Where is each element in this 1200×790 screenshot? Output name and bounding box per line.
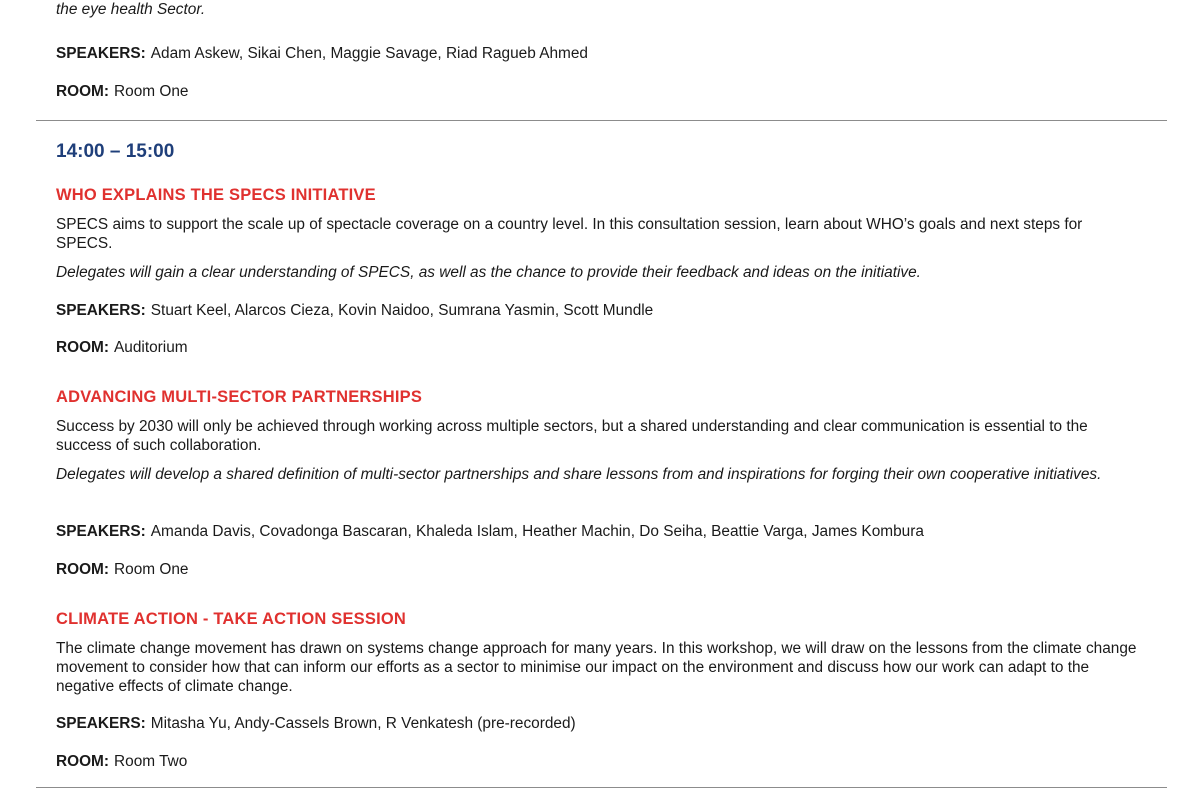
session-description: Success by 2030 will only be achieved through working across multiple sectors, but a shared understanding and clear communication is essential to the success of such collaboration.: [56, 418, 1088, 454]
room-label: ROOM:: [56, 339, 110, 356]
speakers-list: Amanda Davis, Covadonga Bascaran, Khaleda Islam, Heather Machin, Do Seiha, Beattie Varga, James Kombura: [150, 523, 924, 540]
session-title: WHO EXPLAINS THE SPECS INITIATIVE: [56, 186, 376, 204]
room-label: ROOM:: [56, 561, 110, 578]
speakers-label: SPEAKERS:: [56, 45, 146, 62]
previous-session-outcome: the eye health Sector.: [56, 1, 206, 18]
room-label: ROOM:: [56, 753, 110, 770]
session-title: CLIMATE ACTION - TAKE ACTION SESSION: [56, 610, 407, 628]
session-description: SPECS aims to support the scale up of spectacle coverage on a country level. In this consultation session, learn about WHO’s goals and next steps for SPECS.: [56, 216, 1083, 252]
speakers-label: SPEAKERS:: [56, 715, 146, 732]
room-name: Room Two: [114, 753, 188, 770]
speakers-label: SPEAKERS:: [56, 302, 146, 319]
speakers-list: Mitasha Yu, Andy-Cassels Brown, R Venkatesh (pre-recorded): [150, 715, 576, 732]
speakers-list: Adam Askew, Sikai Chen, Maggie Savage, Riad Ragueb Ahmed: [150, 45, 588, 62]
time-slot: 14:00 – 15:00: [56, 141, 175, 162]
session-room: [56, 560, 188, 579]
session-speakers: [56, 714, 576, 733]
room-name: Room One: [114, 561, 189, 578]
previous-session-speakers: [56, 44, 588, 63]
room-name: Auditorium: [114, 339, 188, 356]
session-outcome: Delegates will develop a shared definition of multi-sector partnerships and share lessons from and inspirations for forging their own cooperative initiatives.: [56, 466, 1102, 483]
previous-session-room: [56, 82, 188, 101]
room-name: Room One: [114, 83, 189, 100]
session-title: ADVANCING MULTI-SECTOR PARTNERSHIPS: [56, 388, 423, 406]
session-outcome: Delegates will gain a clear understanding of SPECS, as well as the chance to provide their feedback and ideas on the initiative.: [56, 264, 921, 281]
session-description: The climate change movement has drawn on systems change approach for many years. In this workshop, we will draw on the lessons from the climate change movement to consider how that can inform our efforts as a sector to minimise our impact on the environment and discuss how our work can adapt to the negative effects of climate change.: [56, 640, 1137, 695]
session-speakers: [56, 301, 653, 320]
session-speakers: [56, 522, 924, 541]
room-label: ROOM:: [56, 83, 110, 100]
section-divider: [36, 787, 1167, 788]
speakers-list: Stuart Keel, Alarcos Cieza, Kovin Naidoo, Sumrana Yasmin, Scott Mundle: [150, 302, 654, 319]
session-room: [56, 752, 187, 771]
session-room: [56, 338, 188, 357]
speakers-label: SPEAKERS:: [56, 523, 146, 540]
section-divider: [36, 120, 1167, 121]
